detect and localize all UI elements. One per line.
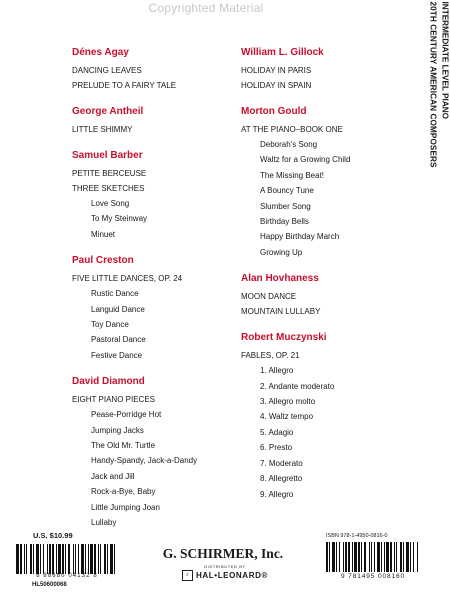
composer-name: Robert Muczynski — [241, 332, 327, 344]
piece-title: 3. Allegro molto — [260, 397, 316, 407]
composer-name: William L. Gillock — [241, 47, 324, 58]
composer-block — [241, 46, 401, 93]
work-title: PRELUDE TO A FAIRY TALE — [72, 81, 177, 90]
piece-title: Happy Birthday March — [260, 232, 340, 242]
composer-name: Paul Creston — [72, 255, 134, 267]
piece-title: To My Steinway — [91, 214, 148, 224]
piece-title: Toy Dance — [91, 320, 129, 330]
piece-title: 9. Allegro — [260, 489, 294, 499]
piece-title: Growing Up — [260, 247, 303, 257]
piece-title: Waltz for a Growing Child — [260, 155, 351, 165]
publisher-name: G. SCHIRMER, Inc. — [162, 546, 284, 561]
work-title: FIVE LITTLE DANCES, OP. 24 — [72, 274, 183, 284]
piece-title: Minuet — [91, 229, 116, 239]
composer-name: David Diamond — [72, 376, 145, 388]
piece-title: 1. Allegro — [260, 366, 294, 376]
isbn-barcode — [326, 542, 420, 572]
work-title: EIGHT PIANO PIECES — [72, 395, 155, 405]
piece-title: Rock-a-Bye, Baby — [91, 487, 156, 497]
work-title: AT THE PIANO–BOOK ONE — [241, 125, 343, 134]
upc-number: 8 88680 04132 8 — [36, 573, 98, 579]
composer-block — [241, 105, 401, 260]
sidebar-spine — [422, 1, 450, 272]
composer-block — [72, 46, 232, 93]
piece-title: Deborah's Song — [260, 140, 318, 149]
piece-title: 8. Allegretto — [260, 474, 303, 484]
watermark: Copyrighted Material — [148, 1, 264, 15]
composer-name: Alan Hovhaness — [241, 273, 319, 285]
piece-title: Love Song — [91, 199, 130, 208]
piece-title: Languid Dance — [91, 304, 145, 314]
piece-title: A Bouncy Tune — [260, 186, 314, 196]
composer-block — [72, 149, 232, 242]
piece-title: Birthday Bells — [260, 217, 309, 227]
piece-title: Little Jumping Joan — [91, 502, 160, 512]
composer-block — [72, 375, 232, 530]
piece-title: Lullaby — [91, 518, 117, 528]
composer-block — [72, 105, 232, 137]
work-title: HOLIDAY IN PARIS — [241, 66, 312, 75]
level-subtitle: INTERMEDIATE LEVEL PIANO — [440, 1, 450, 120]
work-title: HOLIDAY IN SPAIN — [241, 81, 312, 90]
composer-block — [241, 331, 401, 502]
piece-title: Jumping Jacks — [91, 425, 144, 435]
right-column — [241, 46, 401, 514]
hal-leonard-icon: ♪ — [182, 570, 193, 581]
work-title: DANCING LEAVES — [72, 66, 142, 75]
piece-title: 7. Moderato — [260, 458, 303, 468]
piece-title: Rustic Dance — [91, 289, 139, 299]
piece-title: Slumber Song — [260, 201, 311, 211]
composer-name: Morton Gould — [241, 106, 307, 117]
piece-title: 5. Adagio — [260, 427, 294, 437]
work-title: PETITE BERCEUSE — [72, 169, 147, 178]
catalog-code: HL50600068 — [32, 582, 67, 588]
piece-title: Handy-Spandy, Jack-a-Dandy — [91, 456, 198, 466]
work-title: MOON DANCE — [241, 292, 297, 302]
composer-block — [72, 254, 232, 363]
price: U.S. $10.99 — [33, 531, 73, 540]
piece-title: 2. Andante moderato — [260, 381, 335, 391]
series-title: 20TH CENTURY AMERICAN COMPOSERS — [428, 1, 438, 168]
work-title: MOUNTAIN LULLABY — [241, 307, 321, 317]
work-title: FABLES, OP. 21 — [241, 351, 300, 361]
composer-name: George Antheil — [72, 106, 144, 117]
piece-title: The Missing Beat! — [260, 170, 325, 180]
piece-title: Pease-Porridge Hot — [91, 410, 162, 420]
work-title: THREE SKETCHES — [72, 184, 145, 193]
piece-title: 6. Presto — [260, 443, 293, 453]
composer-name: Dénes Agay — [72, 47, 129, 58]
composer-block — [241, 272, 401, 319]
isbn-number: 9 781495 008160 — [340, 573, 406, 580]
piece-title: 4. Waltz tempo — [260, 412, 314, 422]
piece-title: Festive Dance — [91, 350, 143, 360]
left-column — [72, 46, 232, 543]
upc-barcode — [16, 544, 118, 574]
isbn: ISBN 978-1-4950-0816-0 — [326, 533, 388, 539]
composer-name: Samuel Barber — [72, 150, 143, 161]
distributor-logo — [165, 570, 285, 581]
work-title: LITTLE SHIMMY — [72, 125, 133, 134]
distributor-name: HAL•LEONARD® — [196, 570, 268, 580]
piece-title: The Old Mr. Turtle — [91, 441, 156, 451]
piece-title: Pastoral Dance — [91, 335, 146, 345]
piece-title: Jack and Jill — [91, 471, 135, 481]
distributed-by: DISTRIBUTED BY — [204, 564, 246, 569]
